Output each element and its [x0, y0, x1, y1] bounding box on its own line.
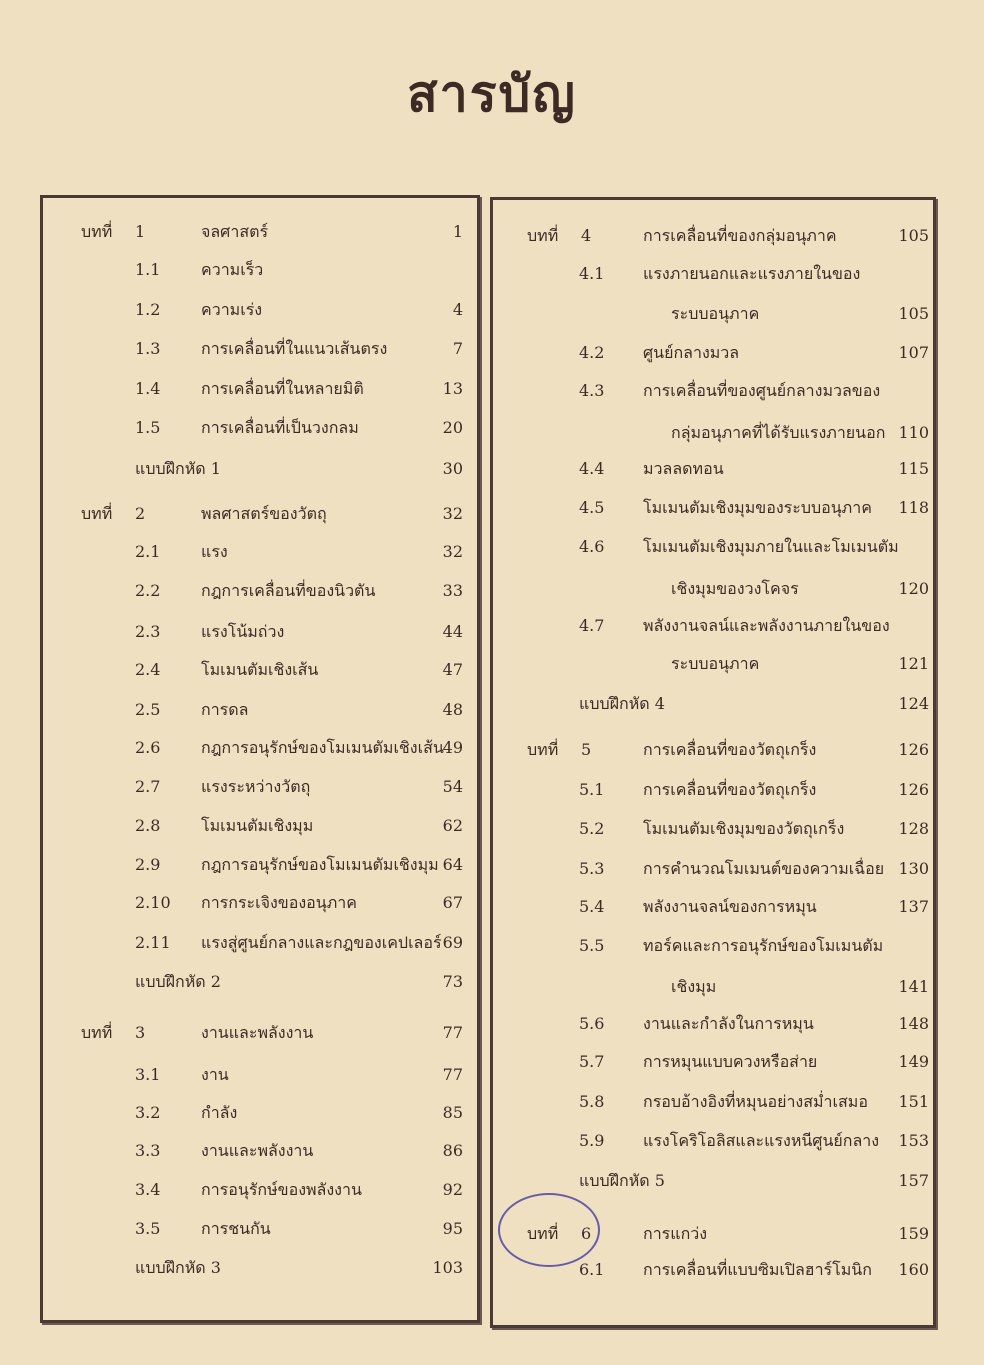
section-entry [43, 888, 477, 918]
section-title-continued: ระบบอนุภาค [671, 654, 760, 673]
chapter-number: 2 [135, 504, 146, 523]
chapter-entry [43, 499, 477, 529]
chapter-entry [493, 1219, 933, 1249]
section-title-continued: เชิงมุมของวงโคจร [671, 579, 799, 598]
section-title: การหมุนแบบควงหรือส่าย [643, 1052, 818, 1071]
section-number: 3.5 [135, 1219, 161, 1238]
section-entry [493, 454, 933, 484]
page-number: 126 [898, 780, 929, 799]
section-title-continued: กลุ่มอนุภาคที่ได้รับแรงภายนอก [671, 423, 886, 442]
page-number: 124 [898, 694, 929, 713]
section-number: 1.3 [135, 339, 161, 358]
page-number: 110 [898, 423, 929, 442]
section-entry [493, 532, 933, 562]
page-number: 120 [898, 579, 929, 598]
section-entry [493, 1087, 933, 1117]
page-number: 77 [442, 1023, 463, 1042]
section-number: 2.2 [135, 581, 161, 600]
page-number: 77 [442, 1065, 463, 1084]
section-title: งานและพลังงาน [201, 1141, 314, 1160]
section-title: การดล [201, 700, 249, 719]
exercise-entry [43, 454, 477, 484]
section-title: ทอร์คและการอนุรักษ์ของโมเมนตัม [643, 936, 884, 955]
section-title: การคำนวณโมเมนต์ของความเฉื่อย [643, 859, 885, 878]
exercise-title: แบบฝึกหัด 4 [579, 694, 665, 713]
section-title: กฎการอนุรักษ์ของโมเมนตัมเชิงมุม [201, 855, 439, 874]
section-entry [43, 1136, 477, 1166]
exercise-entry [493, 689, 933, 719]
section-entry [493, 1009, 933, 1039]
section-title: กฎการเคลื่อนที่ของนิวตัน [201, 581, 376, 600]
section-title: กำลัง [201, 1103, 238, 1122]
section-number: 4.1 [579, 264, 605, 283]
section-number: 3.3 [135, 1141, 161, 1160]
chapter-title: จลศาสตร์ [201, 222, 269, 241]
section-entry [43, 850, 477, 880]
section-number: 5.2 [579, 819, 605, 838]
section-number: 3.4 [135, 1180, 161, 1199]
section-number: 4.2 [579, 343, 605, 362]
section-title: การอนุรักษ์ของพลังงาน [201, 1180, 362, 1199]
section-number: 5.1 [579, 780, 605, 799]
page-number: 118 [898, 498, 929, 517]
section-number: 2.3 [135, 622, 161, 641]
section-entry [493, 1047, 933, 1077]
section-entry [43, 655, 477, 685]
page-number: 1 [452, 222, 463, 241]
section-entry [493, 376, 933, 406]
chapter-title: การเคลื่อนที่ของวัตถุเกร็ง [643, 740, 817, 759]
page-number: 44 [442, 622, 463, 641]
section-entry [43, 374, 477, 404]
section-entry [493, 814, 933, 844]
exercise-entry [493, 1166, 933, 1196]
section-number: 5.5 [579, 936, 605, 955]
section-title: การเคลื่อนที่ของวัตถุเกร็ง [643, 780, 817, 799]
section-entry [493, 259, 933, 289]
section-number: 1.1 [135, 260, 161, 279]
page-number: 103 [432, 1258, 463, 1277]
section-title: โมเมนตัมเชิงมุม [201, 816, 314, 835]
chapter-label: บทที่ [527, 226, 559, 245]
section-number: 4.3 [579, 381, 605, 400]
section-title: การกระเจิงของอนุภาค [201, 893, 357, 912]
chapter-label: บทที่ [527, 740, 559, 759]
page-number: 149 [898, 1052, 929, 1071]
page-number: 141 [898, 977, 929, 996]
section-entry [43, 811, 477, 841]
page-number: 151 [898, 1092, 929, 1111]
chapter-number: 5 [581, 740, 592, 759]
section-entry [493, 1126, 933, 1156]
page-number: 153 [898, 1131, 929, 1150]
chapter-label: บทที่ [81, 1023, 113, 1042]
section-number: 3.2 [135, 1103, 161, 1122]
entry-continuation [493, 574, 933, 604]
section-number: 5.8 [579, 1092, 605, 1111]
page-number: 105 [898, 304, 929, 323]
section-title: โมเมนตัมเชิงมุมภายในและโมเมนตัม [643, 537, 899, 556]
section-entry [43, 1098, 477, 1128]
section-number: 5.6 [579, 1014, 605, 1033]
section-title: กฎการอนุรักษ์ของโมเมนตัมเชิงเส้น [201, 738, 444, 757]
section-number: 2.7 [135, 777, 161, 796]
page-number: 160 [898, 1260, 929, 1279]
section-number: 5.9 [579, 1131, 605, 1150]
section-number: 5.3 [579, 859, 605, 878]
page-number: 105 [898, 226, 929, 245]
section-entry [493, 931, 933, 961]
section-title: แรงภายนอกและแรงภายในของ [643, 264, 861, 283]
exercise-title: แบบฝึกหัด 1 [135, 459, 221, 478]
section-title: พลังงานจลน์ของการหมุน [643, 897, 817, 916]
page-number: 49 [442, 738, 463, 757]
section-entry [43, 695, 477, 725]
page-number: 159 [898, 1224, 929, 1243]
chapter-number: 6 [581, 1224, 592, 1243]
section-number: 2.9 [135, 855, 161, 874]
page-number: 107 [898, 343, 929, 362]
page-number: 13 [442, 379, 463, 398]
page-number: 64 [442, 855, 463, 874]
chapter-label: บทที่ [81, 504, 113, 523]
section-number: 2.6 [135, 738, 161, 757]
section-title: กรอบอ้างอิงที่หมุนอย่างสม่ำเสมอ [643, 1092, 868, 1111]
page-number: 128 [898, 819, 929, 838]
page-number: 33 [442, 581, 463, 600]
chapter-entry [493, 221, 933, 251]
section-entry [43, 733, 477, 763]
section-entry [43, 255, 477, 285]
section-title: แรง [201, 542, 228, 561]
section-title: ศูนย์กลางมวล [643, 343, 740, 362]
section-title-continued: เชิงมุม [671, 977, 717, 996]
entry-continuation [493, 299, 933, 329]
section-title: พลังงานจลน์และพลังงานภายในของ [643, 616, 890, 635]
page-number: 54 [442, 777, 463, 796]
section-entry [493, 493, 933, 523]
chapter-entry [493, 735, 933, 765]
section-number: 5.7 [579, 1052, 605, 1071]
section-entry [43, 928, 477, 958]
section-title: โมเมนตัมเชิงมุมของวัตถุเกร็ง [643, 819, 845, 838]
section-number: 2.11 [135, 933, 171, 952]
section-title: งาน [201, 1065, 229, 1084]
chapter-number: 1 [135, 222, 146, 241]
chapter-number: 4 [581, 226, 592, 245]
section-number: 1.4 [135, 379, 161, 398]
exercise-title: แบบฝึกหัด 3 [135, 1258, 221, 1277]
toc-right-column [490, 197, 936, 1328]
entry-continuation [493, 972, 933, 1002]
section-number: 5.4 [579, 897, 605, 916]
entry-continuation [493, 418, 933, 448]
section-entry [493, 892, 933, 922]
section-title: ความเร็ว [201, 260, 264, 279]
chapter-title: งานและพลังงาน [201, 1023, 314, 1042]
page-number: 69 [442, 933, 463, 952]
section-number: 1.5 [135, 418, 161, 437]
section-title: การเคลื่อนที่แบบซิมเปิลฮาร์โมนิก [643, 1260, 872, 1279]
toc-left-column [40, 195, 480, 1323]
section-entry [43, 334, 477, 364]
section-title: งานและกำลังในการหมุน [643, 1014, 814, 1033]
section-title: มวลลดทอน [643, 459, 724, 478]
page-title: สารบัญ [407, 64, 577, 123]
page-number: 95 [442, 1219, 463, 1238]
section-title: การชนกัน [201, 1219, 271, 1238]
section-entry [493, 775, 933, 805]
section-entry [493, 338, 933, 368]
page-number: 32 [442, 504, 463, 523]
section-number: 2.10 [135, 893, 171, 912]
chapter-title: การเคลื่อนที่ของกลุ่มอนุภาค [643, 226, 837, 245]
section-number: 4.5 [579, 498, 605, 517]
section-number: 2.4 [135, 660, 161, 679]
page-number: 126 [898, 740, 929, 759]
page-number: 73 [442, 972, 463, 991]
section-entry [493, 611, 933, 641]
chapter-entry [43, 217, 477, 247]
exercise-entry [43, 1253, 477, 1283]
section-number: 6.1 [579, 1260, 605, 1279]
exercise-title: แบบฝึกหัด 2 [135, 972, 221, 991]
section-entry [493, 854, 933, 884]
page-number: 92 [442, 1180, 463, 1199]
section-entry [43, 413, 477, 443]
section-entry [43, 1060, 477, 1090]
page-number: 67 [442, 893, 463, 912]
section-title: การเคลื่อนที่ในแนวเส้นตรง [201, 339, 388, 358]
page-number: 115 [898, 459, 929, 478]
section-title: การเคลื่อนที่เป็นวงกลม [201, 418, 359, 437]
chapter-entry [43, 1018, 477, 1048]
page-number: 47 [442, 660, 463, 679]
page-number: 130 [898, 859, 929, 878]
section-number: 4.4 [579, 459, 605, 478]
section-entry [43, 617, 477, 647]
page-number: 62 [442, 816, 463, 835]
chapter-label: บทที่ [527, 1224, 559, 1243]
section-number: 2.5 [135, 700, 161, 719]
section-title: การเคลื่อนที่ในหลายมิติ [201, 379, 364, 398]
page-number: 148 [898, 1014, 929, 1033]
section-title: แรงโคริโอลิสและแรงหนีศูนย์กลาง [643, 1131, 880, 1150]
section-title-continued: ระบบอนุภาค [671, 304, 760, 323]
chapter-label: บทที่ [81, 222, 113, 241]
section-title: ความเร่ง [201, 300, 263, 319]
section-entry [43, 537, 477, 567]
page-number: 157 [898, 1171, 929, 1190]
chapter-number: 3 [135, 1023, 146, 1042]
section-number: 2.1 [135, 542, 161, 561]
section-entry [43, 576, 477, 606]
page-number: 4 [452, 300, 463, 319]
page-number: 32 [442, 542, 463, 561]
page-number: 137 [898, 897, 929, 916]
chapter-title: พลศาสตร์ของวัตถุ [201, 504, 327, 523]
section-title: แรงระหว่างวัตถุ [201, 777, 311, 796]
section-title: แรงสู่ศูนย์กลางและกฎของเคปเลอร์ [201, 933, 442, 952]
section-entry [493, 1255, 933, 1285]
section-number: 4.7 [579, 616, 605, 635]
exercise-entry [43, 967, 477, 997]
page-number: 86 [442, 1141, 463, 1160]
exercise-title: แบบฝึกหัด 5 [579, 1171, 665, 1190]
page-number: 121 [898, 654, 929, 673]
section-title: การเคลื่อนที่ของศูนย์กลางมวลของ [643, 381, 881, 400]
section-entry [43, 1175, 477, 1205]
section-number: 4.6 [579, 537, 605, 556]
section-title: โมเมนตัมเชิงมุมของระบบอนุภาค [643, 498, 872, 517]
page-number: 30 [442, 459, 463, 478]
page-number: 85 [442, 1103, 463, 1122]
section-number: 3.1 [135, 1065, 161, 1084]
chapter-title: การแกว่ง [643, 1224, 708, 1243]
section-number: 1.2 [135, 300, 161, 319]
section-entry [43, 772, 477, 802]
section-title: แรงโน้มถ่วง [201, 622, 285, 641]
section-entry [43, 1214, 477, 1244]
page-number: 7 [452, 339, 463, 358]
page-number: 20 [442, 418, 463, 437]
entry-continuation [493, 649, 933, 679]
section-entry [43, 295, 477, 325]
page-number: 48 [442, 700, 463, 719]
section-title: โมเมนตัมเชิงเส้น [201, 660, 319, 679]
section-number: 2.8 [135, 816, 161, 835]
